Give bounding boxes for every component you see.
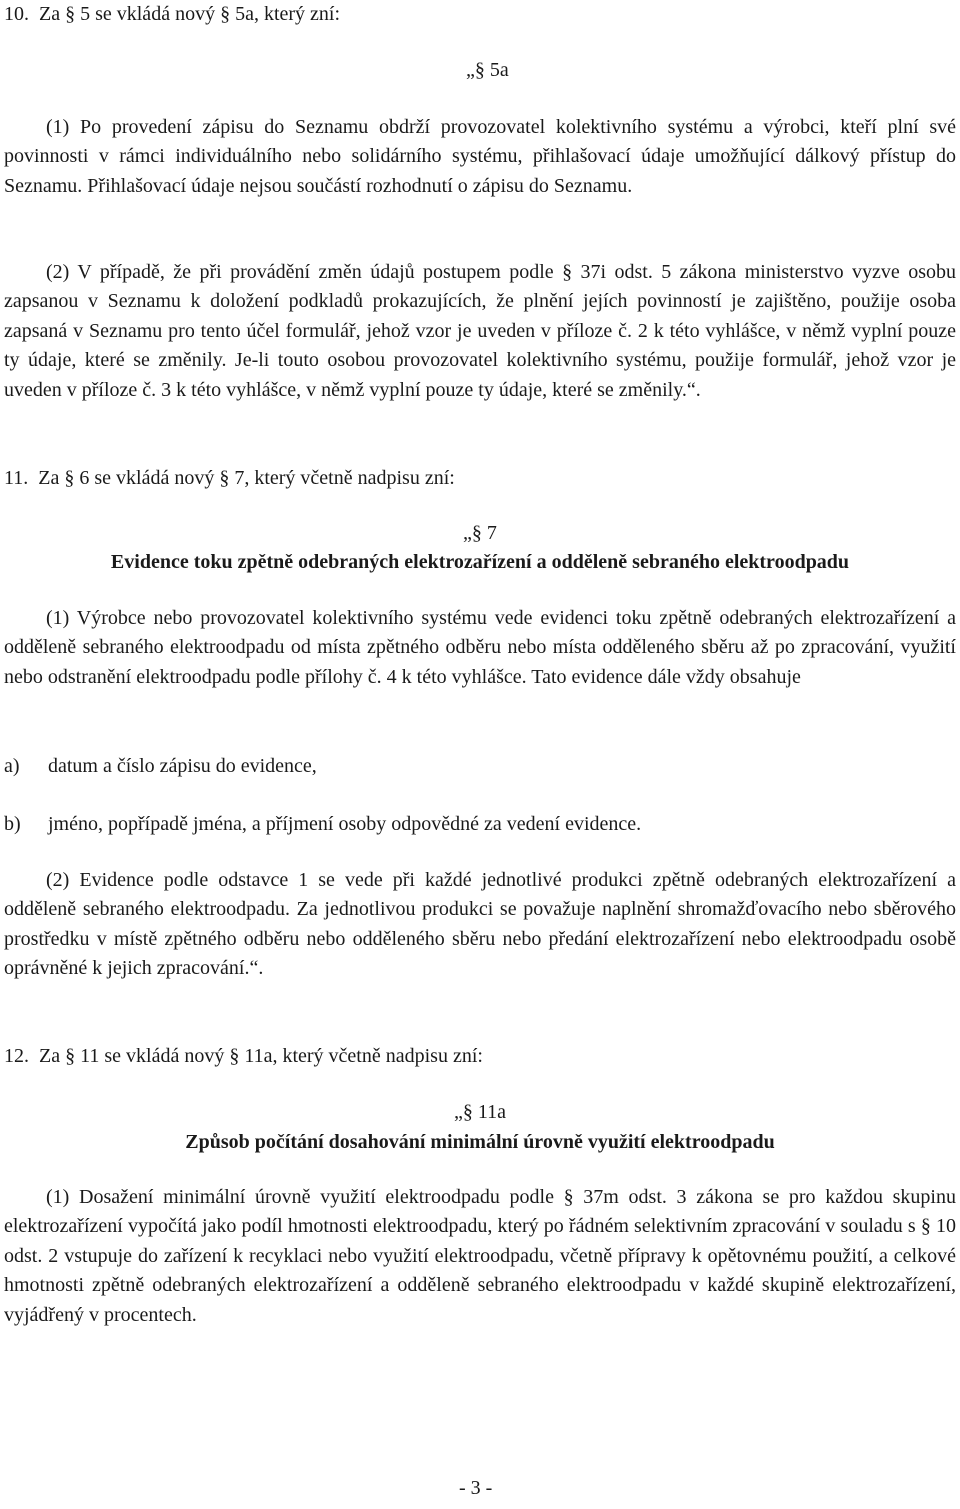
section-5a-paragraph-1: (1) Po provedení zápisu do Seznamu obdrží provozovatel kolektivního systému a výrobci, kteří plní své povinnosti v rámci individuálního nebo solidárního systému, přihlašovací údaje umožňující dálkový přístup do Seznamu. Přihlašovací údaje nejsou součástí rozhodnutí o zápisu do Seznamu.: [4, 116, 956, 197]
list-text: datum a číslo zápisu do evidence,: [48, 755, 317, 777]
section-7-paragraph-1: (1) Výrobce nebo provozovatel kolektivního systému vede evidenci toku zpětně odebraných elektrozařízení a odděleně sebraného elektroodpadu od místa zpětného odběru nebo místa odděleného sběru až po zpracování, využití nebo odstranění elektroodpadu podle přílohy č. 4 k této vyhlášce. Tato evidence dále vždy obsahuje: [4, 607, 956, 688]
item-12-intro: 12. Za § 11 se vkládá nový § 11a, který včetně nadpisu zní:: [4, 1045, 483, 1067]
section-11a-heading: „§ 11a: [453, 1101, 506, 1123]
page-number: - 3 -: [459, 1477, 493, 1499]
list-marker: a): [4, 755, 20, 777]
item-10-intro: 10. Za § 5 se vkládá nový § 5a, který zní:: [4, 3, 341, 25]
list-marker: b): [4, 813, 21, 835]
section-5a-paragraph-2: (2) V případě, že při provádění změn údajů postupem podle § 37i odst. 5 zákona ministerstvo vyzve osobu zapsanou v Seznamu k doložení podkladů prokazujících, že plnění jejích povinností je zajištěno, použije osoba zapsaná v Seznamu pro tento účel formulář, jehož vzor je uveden v příloze č. 2 k této vyhlášce, v němž vyplní pouze ty údaje, které se změnily. Je-li touto osobou provozovatel kolektivního systému, použije formulář, jehož vzor je uveden v příloze č. 3 k této vyhlášce, v němž vyplní pouze ty údaje, které se změnily.“.: [4, 261, 956, 401]
section-5a-heading: „§ 5a: [466, 59, 509, 81]
section-7-title: Evidence toku zpětně odebraných elektrozařízení a odděleně sebraného elektroodpadu: [110, 551, 850, 573]
list-item-a: [4, 755, 317, 777]
section-11a-title: Způsob počítání dosahování minimální úrovně využití elektroodpadu: [185, 1131, 775, 1153]
list-text: jméno, popřípadě jména, a příjmení osoby odpovědné za vedení evidence.: [48, 813, 642, 835]
list-item-b: [4, 813, 642, 835]
item-11-intro: 11. Za § 6 se vkládá nový § 7, který včetně nadpisu zní:: [4, 467, 455, 489]
section-7-paragraph-2: (2) Evidence podle odstavce 1 se vede při každé jednotlivé produkci zpětně odebraných elektrozařízení a odděleně sebraného elektroodpadu. Za jednotlivou produkci se považuje naplnění shromažďovacího nebo sběrového prostředku v místě zpětného odběru nebo odděleného sběru nebo předání elektrozařízení nebo elektroodpadu osobě oprávněné k jejich zpracování.“.: [4, 869, 956, 980]
section-7-heading: „§ 7: [463, 522, 497, 544]
section-11a-paragraph-1: (1) Dosažení minimální úrovně využití elektroodpadu podle § 37m odst. 3 zákona se pro každou skupinu elektrozařízení vypočítá jako podíl hmotnosti elektroodpadu, který po řádném selektivním zpracování v souladu s § 10 odst. 2 vstupuje do zařízení k recyklaci nebo využití elektroodpadu, včetně přípravy k opětovnému použití, a celkové hmotnosti zpětně odebraných elektrozařízení a odděleně sebraného elektroodpadu v každé skupině elektrozařízení, vyjádřený v procentech.: [4, 1186, 956, 1326]
